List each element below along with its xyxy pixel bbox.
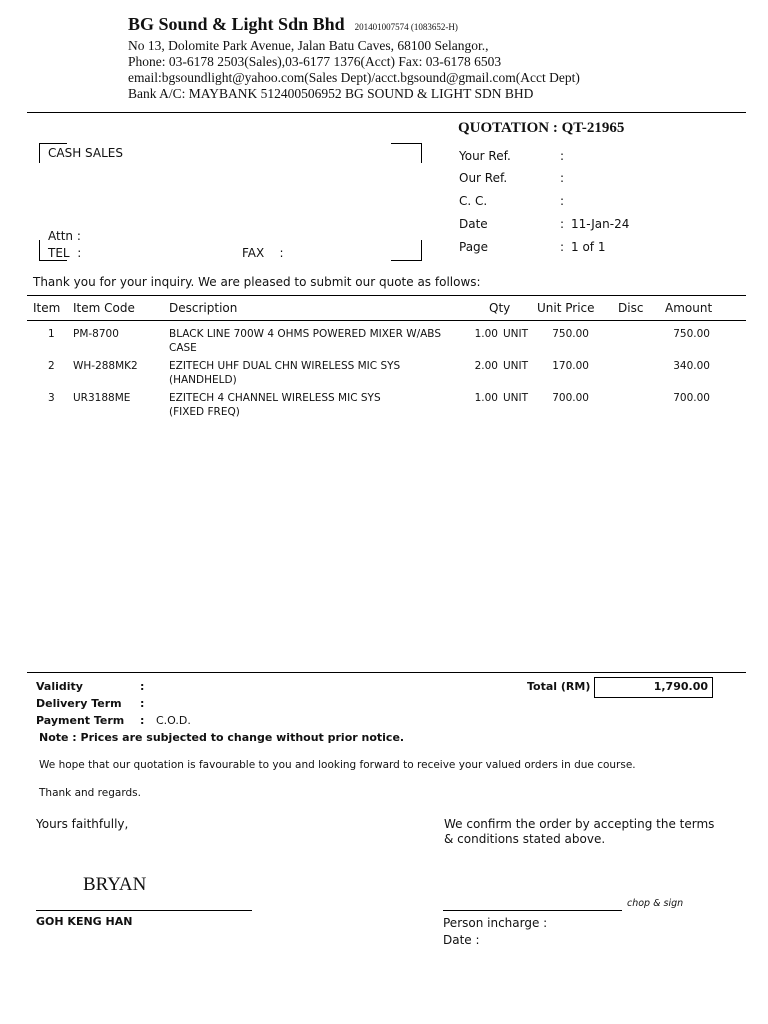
bracket-tr-h: [391, 143, 422, 144]
fax-label: FAX :: [242, 246, 284, 260]
col-amount: Amount: [665, 301, 713, 315]
row-desc-line1: EZITECH 4 CHANNEL WIRELESS MIC SYS: [169, 392, 381, 404]
total-box: [594, 677, 713, 698]
company-phone: Phone: 03-6178 2503(Sales),03-6177 1376(Acct) Fax: 03-6178 6503: [128, 54, 502, 69]
col-unit-price: Unit Price: [537, 301, 595, 315]
delivery-label: Delivery Term: [36, 697, 122, 710]
row-item: 1: [48, 328, 55, 340]
tel-label: TEL :: [48, 246, 82, 260]
row-desc-line2: CASE: [169, 342, 197, 354]
hope-text: We hope that our quotation is favourable to you and looking forward to receive your valued orders in due course.: [39, 759, 636, 771]
total-label: Total (RM): [527, 680, 591, 693]
company-email: email:bgsoundlight@yahoo.com(Sales Dept)/acct.bgsound@gmail.com(Acct Dept): [128, 70, 580, 85]
row-price: 700.00: [552, 392, 589, 404]
table-header-rule: [27, 320, 746, 321]
customer-name: CASH SALES: [48, 146, 123, 160]
row-qty: 2.00: [474, 360, 498, 372]
footer-divider: [27, 672, 746, 673]
confirm-line1: We confirm the order by accepting the terms: [444, 817, 715, 831]
yours-faithfully: Yours faithfully,: [36, 817, 129, 831]
row-item: 2: [48, 360, 55, 372]
company-address: No 13, Dolomite Park Avenue, Jalan Batu Caves, 68100 Selangor.,: [128, 38, 489, 53]
row-uom: UNIT: [503, 328, 529, 340]
col-code: Item Code: [73, 301, 135, 315]
company-header: [128, 14, 458, 35]
col-item: Item: [33, 301, 61, 315]
row-amount: 750.00: [673, 328, 710, 340]
col-disc: Disc: [618, 301, 644, 315]
payment-label: Payment Term: [36, 714, 125, 727]
row-code: UR3188ME: [73, 392, 131, 404]
field-sep: :: [560, 194, 565, 208]
field-sep: :: [560, 149, 565, 163]
field-sep: :: [560, 240, 565, 254]
table-top-rule: [27, 295, 746, 296]
field-label: Our Ref.: [459, 171, 508, 185]
delivery-sep: :: [140, 697, 145, 710]
field-label: Your Ref.: [459, 149, 511, 163]
signature-line: [36, 910, 252, 911]
confirm-line2: & conditions stated above.: [444, 832, 606, 846]
row-desc-line1: BLACK LINE 700W 4 OHMS POWERED MIXER W/ABS: [169, 328, 441, 340]
field-sep: :: [560, 217, 565, 231]
field-label: C. C.: [459, 194, 488, 208]
header-divider: [27, 112, 746, 113]
row-code: WH-288MK2: [73, 360, 138, 372]
row-code: PM-8700: [73, 328, 119, 340]
payment-sep: :: [140, 714, 145, 727]
field-label: Date: [459, 217, 488, 231]
col-qty: Qty: [489, 301, 511, 315]
signature: BRYAN: [83, 874, 147, 895]
bracket-br-v: [421, 240, 422, 261]
bracket-tr-v: [421, 143, 422, 163]
bracket-bl-v: [39, 240, 40, 261]
row-qty: 1.00: [474, 328, 498, 340]
page-count: 1 of 1: [571, 240, 606, 254]
signer-name: GOH KENG HAN: [36, 915, 133, 928]
bracket-bl-h: [39, 260, 67, 261]
thanks-text: Thank and regards.: [39, 787, 141, 799]
row-desc-line2: (FIXED FREQ): [169, 406, 240, 418]
bracket-tl-v: [39, 143, 40, 163]
intro-text: Thank you for your inquiry. We are pleased to submit our quote as follows:: [33, 275, 481, 289]
chop-sign-label: chop & sign: [627, 898, 684, 909]
company-reg-no: 201401007574 (1083652-H): [354, 22, 458, 32]
row-price: 170.00: [552, 360, 589, 372]
col-desc: Description: [169, 301, 238, 315]
row-qty: 1.00: [474, 392, 498, 404]
attn-label: Attn :: [48, 229, 81, 243]
customer-date-label: Date :: [443, 933, 480, 947]
row-price: 750.00: [552, 328, 589, 340]
quote-date: 11-Jan-24: [571, 217, 630, 231]
company-name: BG Sound & Light Sdn Bhd: [128, 14, 345, 34]
row-uom: UNIT: [503, 360, 529, 372]
row-amount: 700.00: [673, 392, 710, 404]
customer-sign-line: [443, 910, 622, 911]
validity-label: Validity: [36, 680, 83, 693]
field-sep: :: [560, 171, 565, 185]
row-item: 3: [48, 392, 55, 404]
company-bank: Bank A/C: MAYBANK 512400506952 BG SOUND & LIGHT SDN BHD: [128, 86, 534, 101]
row-uom: UNIT: [503, 392, 529, 404]
validity-sep: :: [140, 680, 145, 693]
bracket-br-h: [391, 260, 422, 261]
total-value: 1,790.00: [653, 680, 708, 693]
field-label: Page: [459, 240, 489, 254]
person-incharge-label: Person incharge :: [443, 916, 548, 930]
price-note: Note : Prices are subjected to change without prior notice.: [39, 731, 405, 744]
row-desc-line1: EZITECH UHF DUAL CHN WIRELESS MIC SYS: [169, 360, 401, 372]
row-desc-line2: (HANDHELD): [169, 374, 237, 386]
payment-value: C.O.D.: [156, 714, 191, 727]
quotation-title: QUOTATION : QT-21965: [458, 120, 625, 136]
bracket-tl-h: [39, 143, 67, 144]
row-amount: 340.00: [673, 360, 710, 372]
